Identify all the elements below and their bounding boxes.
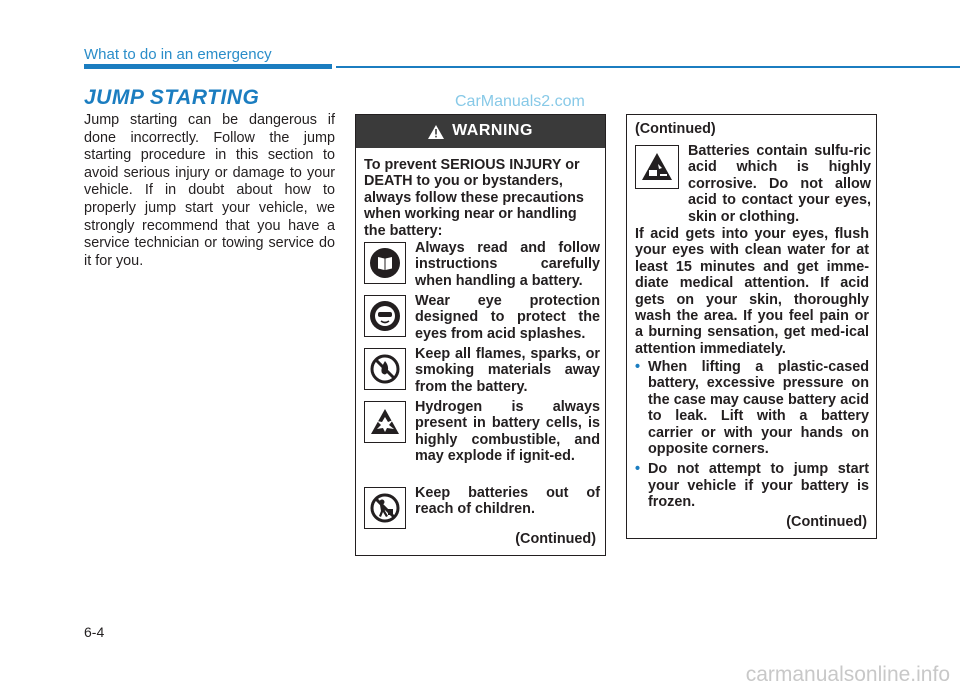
warning-item-text: Always read and follow instructions carefully when handling a battery. xyxy=(415,240,600,289)
header-section-title: What to do in an emergency xyxy=(84,46,272,63)
battery-bullets xyxy=(635,359,869,515)
page-title: JUMP STARTING xyxy=(84,86,260,109)
manual-book-icon xyxy=(364,242,406,284)
continued-label: (Continued) xyxy=(786,514,867,530)
no-flames-icon xyxy=(364,348,406,390)
warning-header xyxy=(356,115,605,148)
acid-first-aid-paragraph: If acid gets into your eyes, flush your eyes with clean water for at least 15 minutes and get imme-diate medical attention. If acid gets on your skin, thoroughly wash the area. If you feel pain or a burning sensation, get med-ical attention immediately. xyxy=(635,226,869,357)
continued-label: (Continued) xyxy=(515,531,596,547)
watermark: CarManuals2.com xyxy=(455,93,585,110)
warning-item-text: Keep batteries out of reach of children. xyxy=(415,485,600,518)
intro-paragraph: Jump starting can be dangerous if done incorrectly. Follow the jump starting procedure in this section to avoid serious injury or damage to your vehicle. If in doubt about how to properly jump start your vehicle, we strongly recommend that you have a service technician or towing service do it for you. xyxy=(84,112,335,269)
explosion-hazard-icon xyxy=(364,401,406,443)
warning-item-text: Keep all flames, sparks, or smoking materials away from the battery. xyxy=(415,346,600,395)
list-item: • Do not attempt to jump start your vehicle if your battery is frozen. xyxy=(635,461,869,511)
header-rule-thin xyxy=(336,66,960,68)
warning-label: WARNING xyxy=(452,122,533,140)
footer-watermark: carmanualsonline.info xyxy=(745,663,950,686)
corrosive-acid-icon xyxy=(635,145,679,189)
warning-intro: To prevent SERIOUS INJURY or DEATH to you or bystanders, always follow these precautions when working near or handling the battery: xyxy=(364,157,584,239)
warning-triangle-icon xyxy=(428,125,444,139)
acid-warning-text: Batteries contain sulfu-ric acid which is highly corrosive. Do not allow acid to contact your eyes, skin or clothing. xyxy=(688,143,871,225)
page-number: 6-4 xyxy=(84,624,105,640)
keep-away-children-icon xyxy=(364,487,406,529)
continuation-box xyxy=(626,114,877,539)
warning-box xyxy=(355,114,606,556)
header-rule-thick xyxy=(84,64,332,69)
warning-item-text: Wear eye protection designed to protect the eyes from acid splashes. xyxy=(415,293,600,342)
warning-item-text: Hydrogen is always present in battery cells, is highly combustible, and may explode if ignit-ed. xyxy=(415,399,600,465)
list-item: • When lifting a plastic-cased battery, excessive pressure on the case may cause battery acid to leak. Lift with a battery carrier or with your hands on opposite corners. xyxy=(635,359,869,458)
continued-heading: (Continued) xyxy=(635,121,716,137)
eye-protection-icon xyxy=(364,295,406,337)
